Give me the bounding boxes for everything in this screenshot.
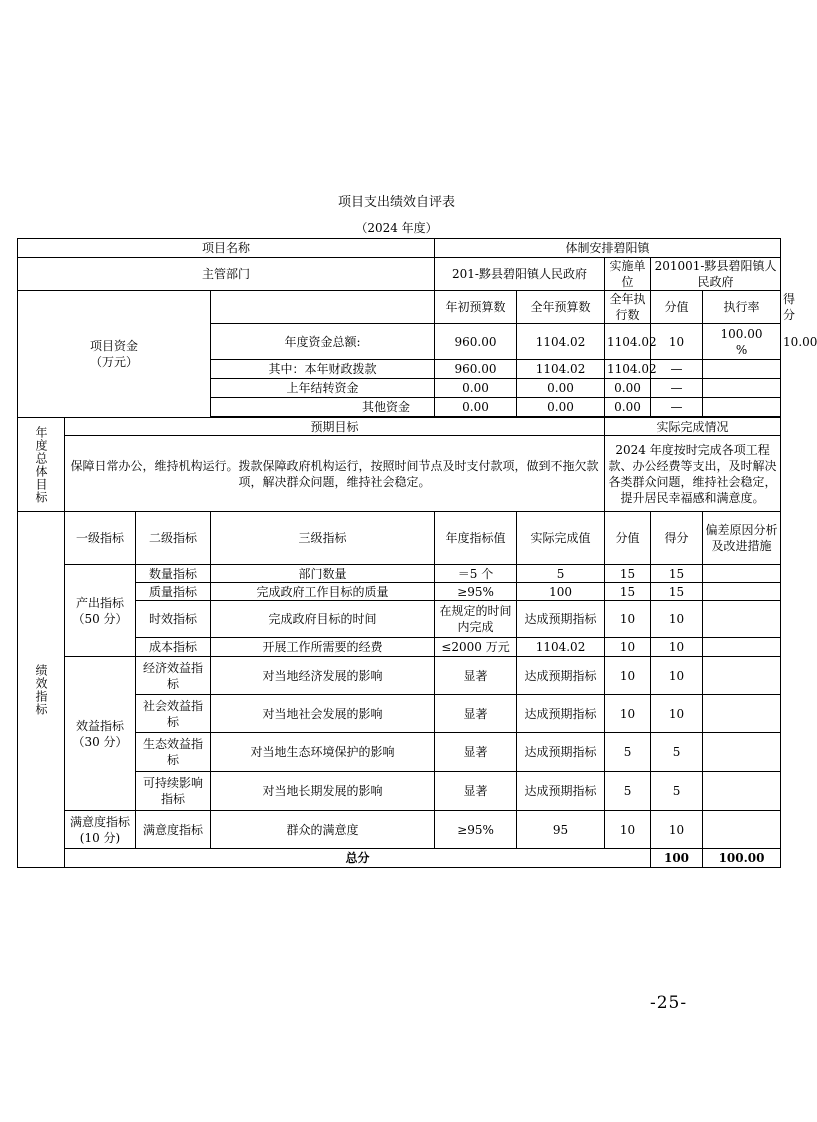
perf-value: 15 [605,565,651,583]
perf-l2: 社会效益指标 [136,695,211,733]
perf-value: 15 [605,583,651,601]
perf-group-output: 产出指标 （50 分） [65,565,136,657]
funds-score-value: — [651,379,703,398]
perf-target: 显著 [435,695,517,733]
funds-executed: 1104.02 [605,324,651,360]
perf-deviation [703,695,781,733]
col-level2: 二级指标 [136,512,211,565]
total-row [18,849,781,868]
funds-rate [703,360,781,379]
perf-l2: 经济效益指标 [136,657,211,695]
funds-annual: 0.00 [517,398,605,417]
col-annual-budget: 全年预算数 [517,291,605,324]
col-score: 得分 [651,512,703,565]
perf-actual: 达成预期指标 [517,695,605,733]
col-level3: 三级指标 [211,512,435,565]
funds-annual: 1104.02 [517,360,605,379]
perf-deviation [703,772,781,811]
perf-actual: 5 [517,565,605,583]
form-title: 项目支出绩效自评表 [337,195,455,210]
perf-l3: 完成政府目标的时间 [211,601,435,638]
impl-label: 实施单位 [605,258,651,291]
perf-l3: 群众的满意度 [211,811,435,849]
perf-target: ≥95% [435,811,517,849]
funds-annual: 1104.02 [517,324,605,360]
funds-annual: 0.00 [517,379,605,398]
project-name-row [18,239,781,258]
goals-expected-text: 保障日常办公，维持机构运行。拨款保障政府机构运行，按照时间节点及时支付款项，做到不拖欠款项，解决群众问题，维持社会稳定。 [65,436,605,512]
funds-rate: 100.00 % [703,324,781,360]
perf-group-benefit: 效益指标 （30 分） [65,657,136,811]
funds-executed: 0.00 [605,379,651,398]
perf-l2: 成本指标 [136,638,211,657]
perf-l3: 完成政府工作目标的质量 [211,583,435,601]
funds-row-name: 上年结转资金 [211,379,435,398]
funds-row-name: 其他资金 [211,398,435,417]
funds-blank-cell [211,291,435,324]
perf-value: 5 [605,733,651,772]
total-label: 总分 [65,849,651,868]
funds-rate [703,398,781,417]
perf-l2: 时效指标 [136,601,211,638]
perf-deviation [703,811,781,849]
department-row [18,258,781,291]
perf-deviation [703,733,781,772]
perf-score: 5 [651,772,703,811]
goals-label: 年度总体目标 [18,418,65,512]
project-name-label: 项目名称 [18,239,435,258]
perf-target: ＝5 个 [435,565,517,583]
perf-l2: 质量指标 [136,583,211,601]
perf-l3: 对当地社会发展的影响 [211,695,435,733]
perf-target: 显著 [435,657,517,695]
perf-score: 15 [651,565,703,583]
perf-score: 10 [651,695,703,733]
perf-row [18,565,781,583]
perf-value: 5 [605,772,651,811]
form-year: （2024 年度） [355,221,438,235]
col-value: 分值 [605,512,651,565]
goals-content-row [18,436,781,512]
perf-target: 显著 [435,733,517,772]
perf-l3: 对当地经济发展的影响 [211,657,435,695]
dept-value: 201-黟县碧阳镇人民政府 [435,258,605,291]
perf-actual: 100 [517,583,605,601]
perf-deviation [703,638,781,657]
perf-row [18,657,781,695]
col-executed: 全年执行数 [605,291,651,324]
perf-score: 15 [651,583,703,601]
funds-row-name: 其中：本年财政拨款 [211,360,435,379]
perf-actual: 1104.02 [517,638,605,657]
funds-row: 年度资金总额: 960.00 1104.02 1104.02 10 100.00 % 10.00 [18,324,781,360]
perf-value: 10 [605,657,651,695]
perf-deviation [703,601,781,638]
funds-executed: 1104.02 [605,360,651,379]
perf-score: 10 [651,638,703,657]
page-number: -25- [650,993,688,1013]
perf-score: 10 [651,811,703,849]
perf-l2: 数量指标 [136,565,211,583]
total-value: 100 [651,849,703,868]
funds-initial: 0.00 [435,379,517,398]
goals-expected-label: 预期目标 [65,418,605,436]
perf-target: ≤2000 万元 [435,638,517,657]
project-name-value: 体制安排碧阳镇 [435,239,781,258]
perf-actual: 达成预期指标 [517,772,605,811]
perf-actual: 达成预期指标 [517,601,605,638]
perf-l3: 对当地生态环境保护的影响 [211,733,435,772]
perf-actual: 达成预期指标 [517,733,605,772]
perf-target: 显著 [435,772,517,811]
perf-value: 10 [605,638,651,657]
perf-value: 10 [605,695,651,733]
perf-deviation [703,583,781,601]
perf-l3: 部门数量 [211,565,435,583]
perf-value: 10 [605,601,651,638]
perf-deviation [703,565,781,583]
perf-l3: 对当地长期发展的影响 [211,772,435,811]
funds-score-value: — [651,360,703,379]
perf-header-row [18,512,781,565]
perf-l2: 生态效益指标 [136,733,211,772]
perf-score: 10 [651,601,703,638]
funds-row-name: 年度资金总额: [211,324,435,360]
dept-label: 主管部门 [18,258,435,291]
perf-score: 10 [651,657,703,695]
funds-header-row: 项目资金 （万元） 年初预算数 全年预算数 全年执行数 分值 执行率 得分 [18,291,781,324]
funds-score-value: 10 [651,324,703,360]
col-exec-rate: 执行率 [703,291,781,324]
col-level1: 一级指标 [65,512,136,565]
goals-actual-label: 实际完成情况 [605,418,781,436]
perf-target: 在规定的时间内完成 [435,601,517,638]
funds-initial: 960.00 [435,360,517,379]
goals-header-row [18,418,781,436]
funds-label: 项目资金 （万元） [18,291,211,418]
perf-l3: 开展工作所需要的经费 [211,638,435,657]
evaluation-table [17,238,817,868]
total-score: 100.00 [703,849,781,868]
perf-target: ≥95% [435,583,517,601]
goals-actual-text: 2024 年度按时完成各项工程款、办公经费等支出，及时解决各类群众问题，维持社会稳定，提升居民幸福感和满意度。 [605,436,781,512]
perf-label: 绩效指标 [18,512,65,868]
col-deviation: 偏差原因分析及改进措施 [703,512,781,565]
col-target: 年度指标值 [435,512,517,565]
col-initial-budget: 年初预算数 [435,291,517,324]
col-score-value: 分值 [651,291,703,324]
funds-rate [703,379,781,398]
perf-score: 5 [651,733,703,772]
perf-deviation [703,657,781,695]
perf-actual: 达成预期指标 [517,657,605,695]
perf-group-satisfaction: 满意度指标(10 分) [65,811,136,849]
perf-row [18,811,781,849]
perf-actual: 95 [517,811,605,849]
funds-score-value: — [651,398,703,417]
funds-initial: 0.00 [435,398,517,417]
perf-value: 10 [605,811,651,849]
perf-l2: 可持续影响指标 [136,772,211,811]
col-actual: 实际完成值 [517,512,605,565]
funds-executed: 0.00 [605,398,651,417]
funds-initial: 960.00 [435,324,517,360]
impl-value: 201001-黟县碧阳镇人民政府 [651,258,781,291]
perf-l2: 满意度指标 [136,811,211,849]
